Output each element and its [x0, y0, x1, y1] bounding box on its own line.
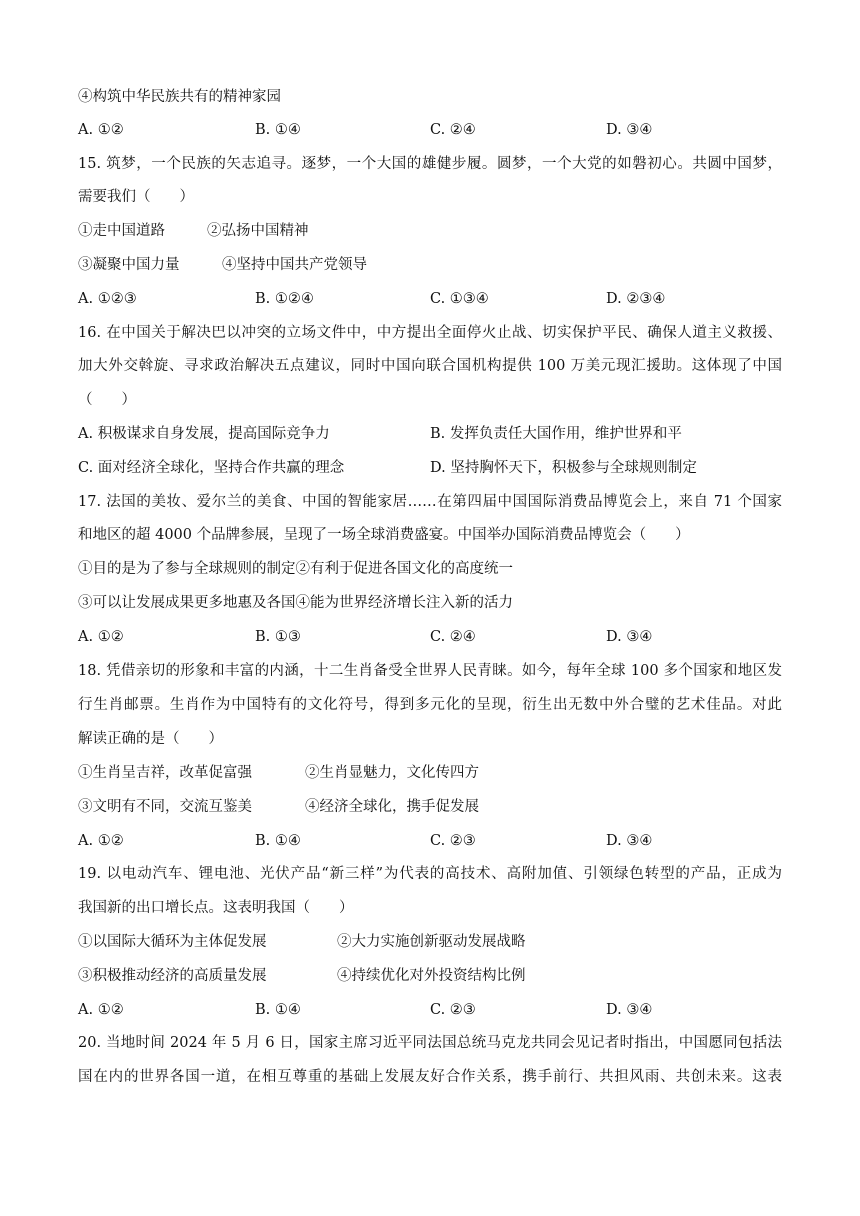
q15-statement-2: ②弘扬中国精神 — [207, 223, 309, 239]
q19-statement-1: ①以国际大循环为主体促发展 — [78, 934, 267, 950]
q16-option-d[interactable]: D. 坚持胸怀天下，积极参与全球规则制定 — [430, 460, 697, 476]
q19-option-b[interactable]: B. ①④ — [255, 1002, 301, 1018]
q16-stem-line-2: 加大外交斡旋、寻求政治解决五点建议，同时中国向联合国机构提供 100 万美元现汇援助。这体现了中国 — [78, 358, 782, 374]
q14-option-a[interactable]: A. ①② — [78, 122, 124, 138]
q18-stem-line-2: 行生肖邮票。生肖作为中国特有的文化符号，得到多元化的呈现，衍生出无数中外合璧的艺术佳品。对此 — [78, 697, 782, 713]
q15-option-b[interactable]: B. ①②④ — [255, 291, 314, 307]
q15-stem-line-1: 15. 筑梦，一个民族的矢志追寻。逐梦，一个大国的雄健步履。圆梦，一个大党的如磐初心。共圆中国梦， — [78, 156, 782, 172]
q15-statement-1: ①走中国道路 — [78, 223, 165, 239]
q19-stem-line-1: 19. 以电动汽车、锂电池、光伏产品“新三样”为代表的高技术、高附加值、引领绿色转型的产品，正成为 — [78, 866, 782, 882]
q17-statements-line-1: ①目的是为了参与全球规则的制定②有利于促进各国文化的高度统一 — [78, 561, 513, 577]
q17-option-c[interactable]: C. ②④ — [430, 629, 476, 645]
q20-stem-line-2: 国在内的世界各国一道，在相互尊重的基础上发展友好合作关系，携手前行、共担风雨、共创未来。这表 — [78, 1069, 782, 1085]
q16-option-b[interactable]: B. 发挥负责任大国作用，维护世界和平 — [430, 426, 682, 442]
q18-stem-line-3: 解读正确的是（ ） — [78, 731, 223, 747]
q15-statement-3: ③凝聚中国力量 — [78, 257, 180, 273]
q18-statement-4: ④经济全球化，携手促发展 — [305, 799, 479, 815]
q18-option-c[interactable]: C. ②③ — [430, 833, 476, 849]
q16-stem-line-3: （ ） — [78, 392, 136, 408]
q14-option-c[interactable]: C. ②④ — [430, 122, 476, 138]
q19-statement-2: ②大力实施创新驱动发展战略 — [337, 934, 526, 950]
q19-option-d[interactable]: D. ③④ — [606, 1002, 653, 1018]
q19-statement-3: ③积极推动经济的高质量发展 — [78, 968, 267, 984]
q19-option-c[interactable]: C. ②③ — [430, 1002, 476, 1018]
q19-statement-4: ④持续优化对外投资结构比例 — [337, 968, 526, 984]
q18-statement-2: ②生肖显魅力，文化传四方 — [305, 765, 479, 781]
q15-stem-line-2: 需要我们（ ） — [78, 189, 194, 205]
q16-option-c[interactable]: C. 面对经济全球化，坚持合作共赢的理念 — [78, 460, 345, 476]
q18-option-b[interactable]: B. ①④ — [255, 833, 301, 849]
q15-statement-4: ④坚持中国共产党领导 — [222, 257, 367, 273]
q17-stem-line-1: 17. 法国的美妆、爱尔兰的美食、中国的智能家居……在第四届中国国际消费品博览会上，来自 71 个国家 — [78, 494, 782, 510]
q15-option-c[interactable]: C. ①③④ — [430, 291, 489, 307]
q20-stem-line-1: 20. 当地时间 2024 年 5 月 6 日，国家主席习近平同法国总统马克龙共同会见记者时指出，中国愿同包括法 — [78, 1035, 782, 1051]
q18-option-a[interactable]: A. ①② — [78, 833, 124, 849]
q17-statements-line-2: ③可以让发展成果更多地惠及各国④能为世界经济增长注入新的活力 — [78, 595, 513, 611]
q19-stem-line-2: 我国新的出口增长点。这表明我国（ ） — [78, 900, 354, 916]
q16-option-a[interactable]: A. 积极谋求自身发展，提高国际竞争力 — [78, 426, 330, 442]
q15-option-a[interactable]: A. ①②③ — [78, 291, 137, 307]
q18-statement-3: ③文明有不同，交流互鉴美 — [78, 799, 252, 815]
q15-option-d[interactable]: D. ②③④ — [606, 291, 666, 307]
q16-stem-line-1: 16. 在中国关于解决巴以冲突的立场文件中，中方提出全面停火止战、切实保护平民、确保人道主义救援、 — [78, 325, 782, 341]
q19-option-a[interactable]: A. ①② — [78, 1002, 124, 1018]
q17-option-b[interactable]: B. ①③ — [255, 629, 301, 645]
q17-stem-line-2: 和地区的超 4000 个品牌参展，呈现了一场全球消费盛宴。中国举办国际消费品博览会（ ） — [78, 527, 690, 543]
q14-option-b[interactable]: B. ①④ — [255, 122, 301, 138]
q18-statement-1: ①生肖呈吉祥，改革促富强 — [78, 765, 252, 781]
q17-option-a[interactable]: A. ①② — [78, 629, 124, 645]
q17-option-d[interactable]: D. ③④ — [606, 629, 653, 645]
q14-statement-4: ④构筑中华民族共有的精神家园 — [78, 89, 281, 105]
q14-option-d[interactable]: D. ③④ — [606, 122, 653, 138]
q18-stem-line-1: 18. 凭借亲切的形象和丰富的内涵，十二生肖备受全世界人民青睐。如今，每年全球 100 多个国家和地区发 — [78, 663, 782, 679]
q18-option-d[interactable]: D. ③④ — [606, 833, 653, 849]
